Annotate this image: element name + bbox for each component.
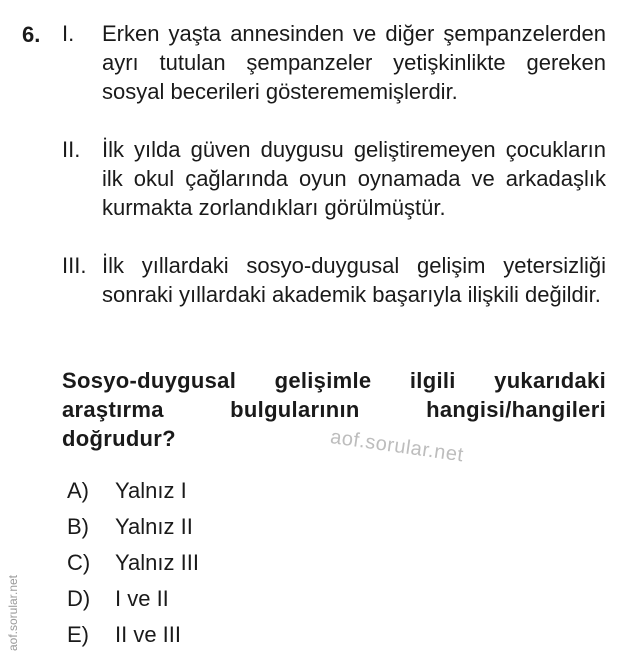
answer-option-a[interactable]: [67, 477, 187, 505]
side-watermark: aof.sorular.net: [6, 574, 20, 652]
option-text: I ve II: [115, 586, 169, 611]
statement-1: [62, 19, 606, 106]
option-letter: E): [67, 622, 89, 647]
statement-roman-numeral: III.: [62, 253, 87, 278]
question-prompt: Sosyo-duygusal gelişimle ilgili yukarıdaki araştırma bulgularının hangisi/hangileri doğrudur?: [62, 368, 606, 451]
question-number: 6.: [22, 22, 41, 47]
statement-2: [62, 135, 606, 222]
option-text: Yalnız II: [115, 514, 193, 539]
statement-text: İlk yıllardaki sosyo-duygusal gelişim yetersizliği sonraki yıllardaki akademik başarıyla ilişkili değildir.: [102, 253, 606, 307]
answer-option-d[interactable]: [67, 585, 169, 613]
answer-option-e[interactable]: [67, 621, 181, 649]
watermark: aof.sorular.net: [328, 426, 465, 467]
option-text: II ve III: [115, 622, 182, 647]
statement-roman-numeral: I.: [62, 21, 75, 46]
answer-option-b[interactable]: [67, 513, 193, 541]
option-text: Yalnız I: [115, 478, 187, 503]
statement-roman-numeral: II.: [62, 137, 81, 162]
option-text: Yalnız III: [115, 550, 199, 575]
statement-3: [62, 251, 606, 309]
option-letter: A): [67, 478, 89, 503]
option-letter: C): [67, 550, 91, 575]
option-letter: B): [67, 514, 89, 539]
option-letter: D): [67, 586, 91, 611]
statement-text: İlk yılda güven duygusu geliştiremeyen çocukların ilk okul çağlarında oyun oynamada ve arkadaşlık kurmakta zorlandıkları görülmüştür.: [102, 137, 606, 220]
answer-option-c[interactable]: [67, 549, 199, 577]
statement-text: Erken yaşta annesinden ve diğer şempanzelerden ayrı tutulan şempanzeler yetişkinlikte gereken sosyal becerileri gösterememişlerdir.: [102, 21, 606, 104]
